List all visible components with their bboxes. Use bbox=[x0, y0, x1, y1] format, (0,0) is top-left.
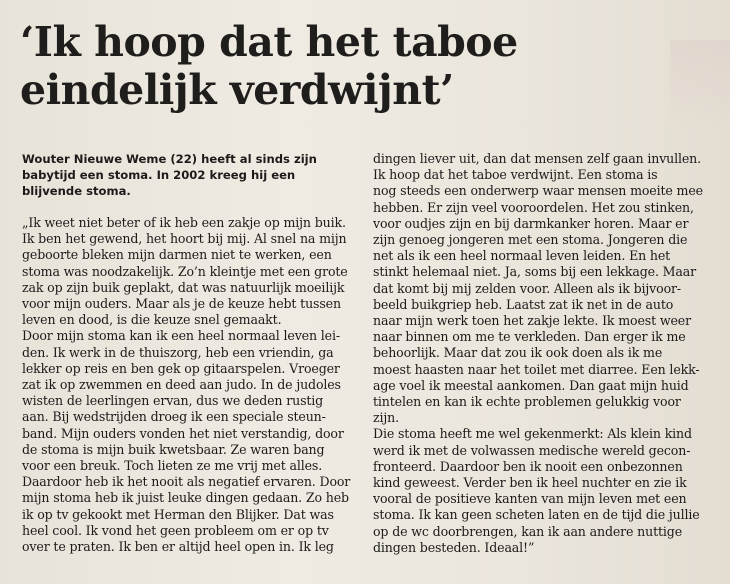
body-line: de stoma is mijn buik kwetsbaar. Ze waren bang bbox=[22, 441, 325, 457]
body-line: moest haasten naar het toilet met diarree. Een lekk- bbox=[373, 361, 700, 377]
left-body-text bbox=[22, 215, 370, 555]
body-line: Die stoma heeft me wel gekenmerkt: Als klein kind bbox=[373, 426, 692, 442]
body-line: naar binnen om me te verkleden. Dan erger ik me bbox=[373, 329, 686, 345]
body-line: stoma. Ik kan geen scheten laten en de tijd die jullie bbox=[373, 507, 700, 523]
body-line: dingen liever uit, dan dat mensen zelf gaan invullen. bbox=[373, 151, 701, 166]
body-line: stoma was noodzakelijk. Zo’n kleintje met een grote bbox=[22, 263, 348, 279]
body-line: voor mijn ouders. Maar als je de keuze hebt tussen bbox=[22, 296, 341, 312]
body-line: over te praten. Ik ben er altijd heel open in. Ik leg bbox=[22, 539, 334, 555]
body-line: net als ik een heel normaal leven leiden. En het bbox=[373, 248, 671, 264]
body-line: dat komt bij mij zelden voor. Alleen als ik bijvoor- bbox=[373, 280, 681, 296]
body-line: Ik hoop dat het taboe verdwijnt. Een stoma is bbox=[373, 167, 658, 183]
body-line: stinkt helemaal niet. Ja, soms bij een lekkage. Maar bbox=[373, 264, 696, 280]
body-line: naar mijn werk toen het zakje lekte. Ik moest weer bbox=[373, 313, 691, 329]
body-line: band. Mijn ouders vonden het niet verstandig, door bbox=[22, 425, 344, 441]
intro-line: Wouter Nieuwe Weme (22) heeft al sinds zijn bbox=[22, 152, 317, 166]
body-line: heel cool. Ik vond het geen probleem om er op tv bbox=[22, 522, 329, 538]
body-line: geboorte bleken mijn darmen niet te werken, een bbox=[22, 247, 332, 263]
intro-line: blijvende stoma. bbox=[22, 184, 131, 198]
body-line: behoorlijk. Maar dat zou ik ook doen als ik me bbox=[373, 345, 663, 361]
left-column bbox=[22, 151, 370, 555]
page-edge-bleed bbox=[670, 40, 730, 130]
body-line: zijn. bbox=[373, 410, 399, 426]
right-column bbox=[373, 151, 721, 556]
headline bbox=[20, 18, 660, 114]
body-line: beeld buikgriep heb. Laatst zat ik net in de auto bbox=[373, 296, 674, 312]
body-line: kind geweest. Verder ben ik heel nuchter en zie ik bbox=[373, 475, 687, 491]
body-line: hebben. Er zijn veel vooroordelen. Het zou stinken, bbox=[373, 199, 694, 215]
body-line: zak op zijn buik geplakt, dat was natuurlijk moeilijk bbox=[22, 279, 345, 295]
body-line: voor oudjes zijn en bij darmkanker horen. Maar er bbox=[373, 215, 689, 231]
body-line: dingen besteden. Ideaal!” bbox=[373, 539, 535, 555]
body-line: voor een breuk. Toch lieten ze me vrij met alles. bbox=[22, 458, 323, 474]
body-line: fronteerd. Daardoor ben ik nooit een onbezonnen bbox=[373, 458, 683, 474]
body-line: vooral de positieve kanten van mijn leven met een bbox=[373, 491, 687, 507]
body-line: wisten de leerlingen ervan, dus we deden rustig bbox=[22, 393, 324, 409]
body-line: age voel ik meestal aankomen. Dan gaat mijn huid bbox=[373, 377, 689, 393]
body-line: tintelen en kan ik echte problemen gelukkig voor bbox=[373, 394, 681, 410]
intro-line: babytijd een stoma. In 2002 kreeg hij een bbox=[22, 168, 296, 182]
body-line: Daardoor heb ik het nooit als negatief ervaren. Door bbox=[22, 474, 351, 490]
body-line: werd ik met de volwassen medische wereld gecon- bbox=[373, 442, 691, 458]
intro-paragraph bbox=[22, 151, 370, 199]
body-line: mijn stoma heb ik juist leuke dingen gedaan. Zo heb bbox=[22, 490, 349, 506]
body-line: lekker op reis en ben gek op gitaarspelen. Vroeger bbox=[22, 360, 340, 376]
body-line: Door mijn stoma kan ik een heel normaal leven lei- bbox=[22, 328, 340, 344]
headline-line-2: eindelijk verdwijnt’ bbox=[20, 66, 454, 114]
body-line: op de wc doorbrengen, kan ik aan andere nuttige bbox=[373, 523, 683, 539]
right-body-text bbox=[373, 151, 721, 556]
body-line: Ik ben het gewend, het hoort bij mij. Al snel na mijn bbox=[22, 231, 347, 247]
body-line: zat ik op zwemmen en deed aan judo. In de judoles bbox=[22, 377, 341, 393]
body-line: „Ik weet niet beter of ik heb een zakje op mijn buik. bbox=[22, 215, 346, 230]
body-line: nog steeds een onderwerp waar mensen moeite mee bbox=[373, 183, 703, 199]
body-line: leven en dood, is die keuze snel gemaakt. bbox=[22, 312, 282, 328]
body-line: aan. Bij wedstrijden droeg ik een speciale steun- bbox=[22, 409, 326, 425]
body-line: ik op tv gekookt met Herman den Blijker. Dat was bbox=[22, 506, 334, 522]
body-line: zijn genoeg jongeren met een stoma. Jongeren die bbox=[373, 232, 688, 248]
body-line: den. Ik werk in de thuiszorg, heb een vriendin, ga bbox=[22, 344, 334, 360]
headline-line-1: ‘Ik hoop dat het taboe bbox=[20, 18, 518, 66]
